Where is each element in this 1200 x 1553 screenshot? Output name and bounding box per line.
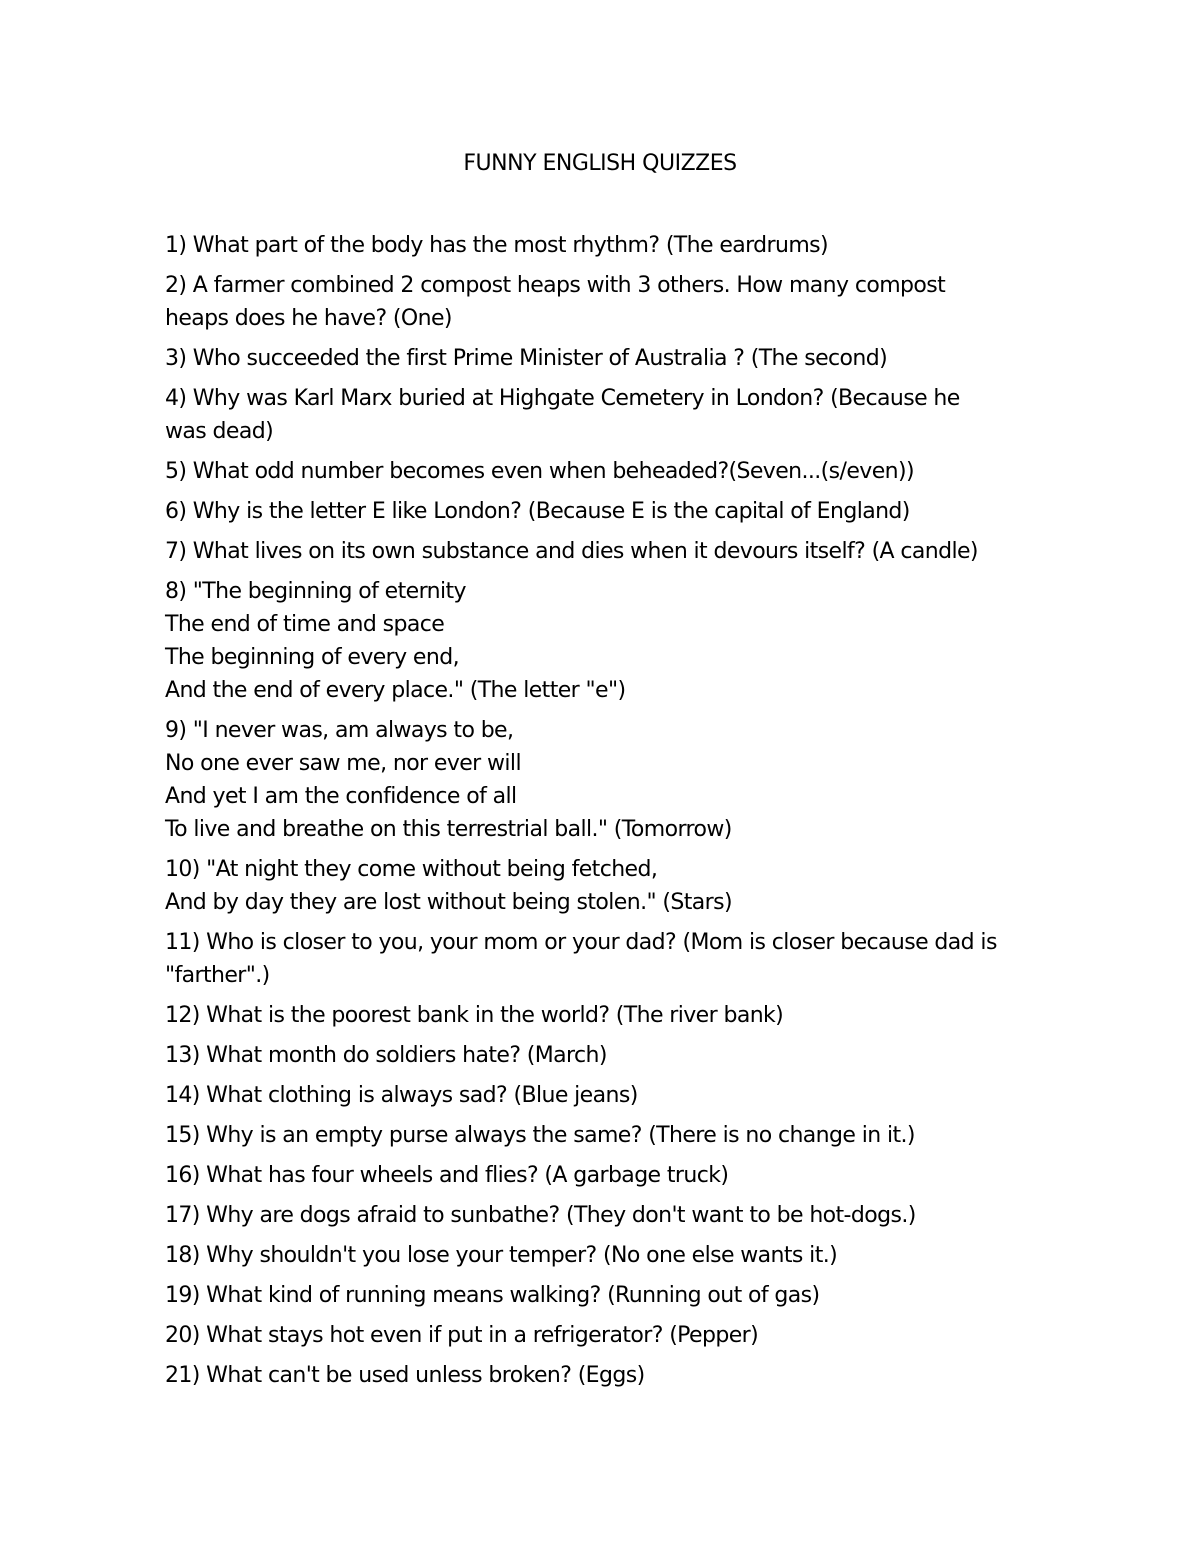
quiz-item xyxy=(165,455,1045,488)
quiz-item-line: 12) What is the poorest bank in the world? (The river bank) xyxy=(165,1003,784,1028)
quiz-item-line: 5) What odd number becomes even when beheaded?(Seven...(s/even)) xyxy=(165,459,914,484)
quiz-item-line: 13) What month do soldiers hate? (March) xyxy=(165,1043,607,1068)
quiz-item xyxy=(165,853,1045,919)
quiz-list xyxy=(165,229,1045,1399)
quiz-item-line: 7) What lives on its own substance and dies when it devours itself? (A candle) xyxy=(165,539,978,564)
quiz-item xyxy=(165,1159,1045,1192)
quiz-item xyxy=(165,342,1045,375)
quiz-item xyxy=(165,714,1045,846)
quiz-item-line: 20) What stays hot even if put in a refrigerator? (Pepper) xyxy=(165,1323,759,1348)
quiz-item-line: 2) A farmer combined 2 compost heaps with 3 others. How many compost xyxy=(165,273,946,298)
quiz-item-line: 6) Why is the letter E like London? (Because E is the capital of England) xyxy=(165,499,910,524)
quiz-item xyxy=(165,575,1045,707)
quiz-item-line: 10) "At night they come without being fetched, xyxy=(165,857,658,882)
quiz-item-line: The beginning of every end, xyxy=(165,645,459,670)
quiz-item xyxy=(165,1119,1045,1152)
quiz-item xyxy=(165,1079,1045,1112)
quiz-item-line: was dead) xyxy=(165,419,274,444)
quiz-item xyxy=(165,926,1045,992)
quiz-item-line: The end of time and space xyxy=(165,612,445,637)
quiz-item xyxy=(165,1319,1045,1352)
quiz-item xyxy=(165,999,1045,1032)
quiz-item-line: heaps does he have? (One) xyxy=(165,306,452,331)
quiz-item-line: 4) Why was Karl Marx buried at Highgate Cemetery in London? (Because he xyxy=(165,386,960,411)
quiz-item xyxy=(165,382,1045,448)
quiz-item-line: 15) Why is an empty purse always the same? (There is no change in it.) xyxy=(165,1123,915,1148)
quiz-item-line: And by day they are lost without being stolen." (Stars) xyxy=(165,890,732,915)
quiz-item-line: 8) "The beginning of eternity xyxy=(165,579,466,604)
quiz-item xyxy=(165,269,1045,335)
quiz-item xyxy=(165,1239,1045,1272)
quiz-item xyxy=(165,1039,1045,1072)
quiz-item xyxy=(165,1359,1045,1392)
quiz-item-line: 17) Why are dogs afraid to sunbathe? (They don't want to be hot-dogs.) xyxy=(165,1203,916,1228)
quiz-item-line: 9) "I never was, am always to be, xyxy=(165,718,514,743)
quiz-item xyxy=(165,495,1045,528)
quiz-item-line: 11) Who is closer to you, your mom or your dad? (Mom is closer because dad is xyxy=(165,930,997,955)
document-title: FUNNY ENGLISH QUIZZES xyxy=(463,151,737,176)
quiz-item-line: 19) What kind of running means walking? (Running out of gas) xyxy=(165,1283,820,1308)
quiz-item-line: 21) What can't be used unless broken? (Eggs) xyxy=(165,1363,645,1388)
quiz-item-line: And the end of every place." (The letter "e") xyxy=(165,678,626,703)
quiz-item-line: To live and breathe on this terrestrial ball." (Tomorrow) xyxy=(165,817,732,842)
quiz-item xyxy=(165,1279,1045,1312)
quiz-item xyxy=(165,1199,1045,1232)
quiz-item-line: "farther".) xyxy=(165,963,270,988)
quiz-item-line: 16) What has four wheels and flies? (A garbage truck) xyxy=(165,1163,729,1188)
quiz-item-line: 18) Why shouldn't you lose your temper? (No one else wants it.) xyxy=(165,1243,838,1268)
quiz-item-line: 1) What part of the body has the most rhythm? (The eardrums) xyxy=(165,233,829,258)
quiz-item xyxy=(165,535,1045,568)
quiz-item xyxy=(165,229,1045,262)
quiz-item-line: 3) Who succeeded the first Prime Minister of Australia ? (The second) xyxy=(165,346,888,371)
quiz-item-line: And yet I am the confidence of all xyxy=(165,784,517,809)
quiz-item-line: 14) What clothing is always sad? (Blue jeans) xyxy=(165,1083,638,1108)
quiz-item-line: No one ever saw me, nor ever will xyxy=(165,751,521,776)
